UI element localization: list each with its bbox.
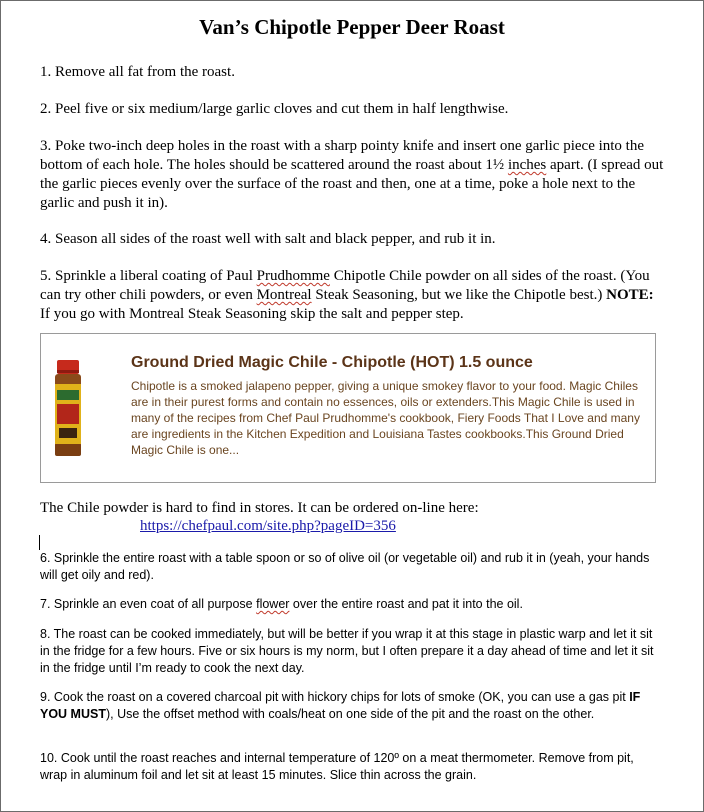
step-9-bold: IF YOU MUST [40,690,641,721]
step-9 [40,689,662,723]
step-10: 10. Cook until the roast reaches and internal temperature of 120º on a meat thermometer. Remove from pit, wrap in aluminum foil and let sit at least 15 minutes. Slice thin across the grain. [40,751,634,782]
spell-squiggle-prudhomme: Prudhomme [256,268,330,284]
step-9-text-a: 9. Cook the roast on a covered charcoal pit with hickory chips for lots of smoke (OK, you can use a gas pit [40,690,630,704]
step-2: 2. Peel five or six medium/large garlic cloves and cut them in half lengthwise. [40,101,509,117]
step-5-text-b: Chipotle Chile powder on all sides of the roast. (You can try other chili powders, or even [40,268,650,303]
step-3-text-b: apart. (I spread out the garlic pieces evenly over the surface of the roast and then, one at a time, poke a hole next to the garlic and push it in). [40,157,664,211]
product-description: Chipotle is a smoked jalapeno pepper, giving a unique smokey flavor to your food. Magic Chiles are in their purest forms and contain no essences, oils or extenders.This Magic Chile is used in many of the recipes from Chef Paul Prudhomme's cookbook, Fiery Foods That I Love and many are ingredients in the Kitchen Expedition and Louisiana Tastes cookbooks.This Ground Dried Magic Chile is one... [131,379,640,457]
step-5-text-c: Steak Seasoning, but we like the Chipotle best.) [311,287,607,303]
spell-squiggle-flower: flower [256,597,290,611]
text-cursor [39,535,40,550]
step-4: 4. Season all sides of the roast well with salt and black pepper, and rub it in. [40,231,496,247]
chefpaul-link[interactable]: https://chefpaul.com/site.php?pageID=356 [140,518,396,534]
step-7-text-b: over the entire roast and pat it into the oil. [289,597,523,611]
product-card[interactable] [40,333,656,483]
step-1: 1. Remove all fat from the roast. [40,64,235,80]
step-8: 8. The roast can be cooked immediately, but will be better if you wrap it at this stage in plastic warp and let it sit in the fridge for a few hours. Five or six hours is my norm, but I often prepare it a day ahead of time and let it sit in the fridge until I’m ready to cook the next day. [40,627,654,675]
step-9-text-b: ), Use the offset method with coals/heat on one side of the pit and the roast on the other. [105,707,595,721]
step-5-text-a: 5. Sprinkle a liberal coating of Paul [40,268,257,284]
spell-squiggle-inches: inches [507,157,547,173]
order-text: The Chile powder is hard to find in stores. It can be ordered on-line here: [40,500,479,516]
order-link-line [140,517,540,536]
product-title[interactable]: Ground Dried Magic Chile - Chipotle (HOT) 1.5 ounce [131,354,533,371]
step-5 [40,267,664,324]
recipe-title: Van’s Chipotle Pepper Deer Roast [199,15,505,39]
note-label: NOTE: [606,287,654,303]
spell-squiggle-montreal: Montreal [256,287,312,303]
note-text: If you go with Montreal Steak Seasoning skip the salt and pepper step. [40,306,464,322]
step-7-text-a: 7. Sprinkle an even coat of all purpose [40,597,257,611]
step-6: 6. Sprinkle the entire roast with a table spoon or so of olive oil (or vegetable oil) and rub it in (yeah, your hands will get oily and red). [40,551,650,582]
step-7 [40,596,662,613]
spice-jar-image [53,360,83,458]
step-3 [40,137,664,213]
step-3-text-a: 3. Poke two-inch deep holes in the roast with a sharp pointy knife and insert one garlic piece into the bottom of each hole. The holes should be scattered around the roast about 1½ [40,138,645,173]
